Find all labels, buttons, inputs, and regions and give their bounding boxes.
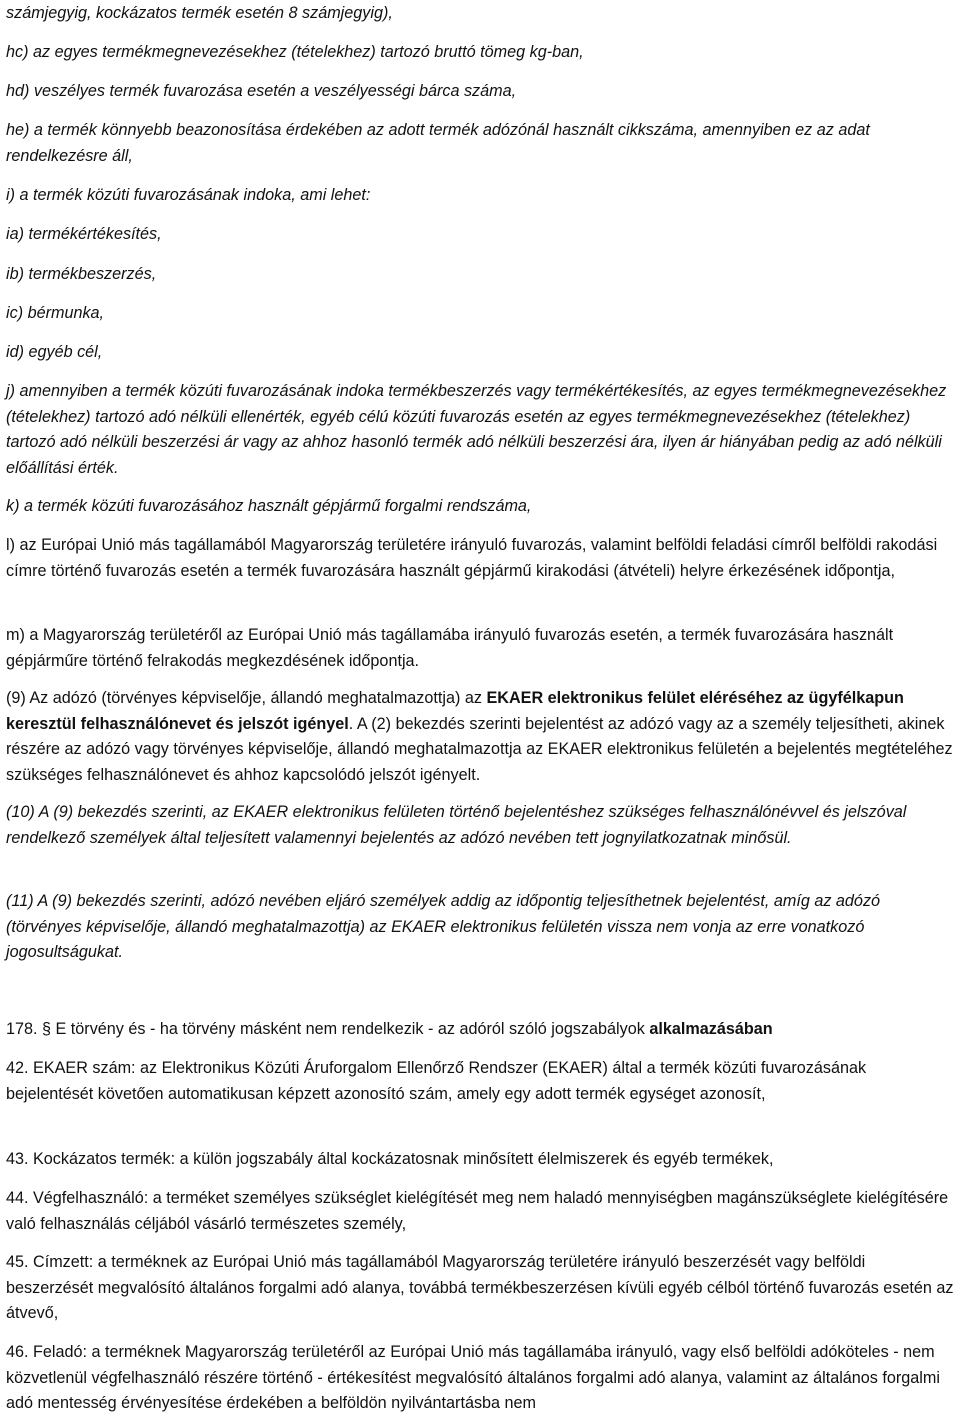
item-ic: ic) bérmunka,	[6, 304, 105, 322]
item-hd: hd) veszélyes termék fuvarozása esetén a veszélyességi bárca száma,	[6, 82, 517, 100]
item-i: i) a termék közúti fuvarozásának indoka, ami lehet:	[6, 186, 371, 204]
item-hc: hc) az egyes termékmegnevezésekhez (tételekhez) tartozó bruttó tömeg kg-ban,	[6, 43, 584, 61]
item-id: id) egyéb cél,	[6, 343, 103, 361]
section-178-bold: alkalmazásában	[649, 1020, 773, 1038]
definition-45: 45. Címzett: a terméknek az Európai Unió más tagállamából Magyarország területére irányuló beszerzését vagy belföldi beszerzését megvalósító általános forgalmi adó alanya, továbbá termékbeszerzésen kívüli egyéb célból történő fuvarozás esetén az átvevő,	[6, 1253, 954, 1323]
paragraph-9	[6, 686, 954, 788]
definition-46: 46. Feladó: a terméknek Magyarország területéről az Európai Unió más tagállamába irányuló, vagy első belföldi adóköteles - nem közvetlenül végfelhasználó részére történő - értékesítést megvalósító általános forgalmi adó alanya, valamint az általános forgalmi adó mentesség érvényesítése érdekében a belföldön nyilvántartásba nem	[6, 1343, 940, 1413]
paragraph-9-end: . A (2) bekezdés szerinti bejelentést az adózó vagy az a személy teljesítheti, akinek részére az adózó vagy törvényes képviselője, állandó meghatalmazottja az EKAER elektronikus felületén a bejelentés megtételéhez szükséges felhasználónevet és ahhoz kapcsolódó jelszót igényelt.	[6, 714, 953, 784]
item-m: m) a Magyarország területéről az Európai Unió más tagállamába irányuló fuvarozás esetén, a termék fuvarozására használt gépjárműre történő felrakodás megkezdésének időpontja.	[6, 626, 894, 670]
paragraph-9-bold: EKAER elektronikus felület eléréséhez az ügyfélkapun keresztül felhasználónevet és jelszót igényel	[6, 689, 904, 733]
item-ib: ib) termékbeszerzés,	[6, 265, 157, 283]
definition-43: 43. Kockázatos termék: a külön jogszabály által kockázatosnak minősített élelmiszerek és egyéb termékek,	[6, 1150, 774, 1168]
item-l: l) az Európai Unió más tagállamából Magyarország területére irányuló fuvarozás, valamint belföldi feladási címről belföldi rakodási címre történő fuvarozás esetén a termék fuvarozására használt gépjármű kirakodási (átvételi) helyre érkezésének időpontja,	[6, 536, 938, 580]
definition-42: 42. EKAER szám: az Elektronikus Közúti Áruforgalom Ellenőrző Rendszer (EKAER) által a termék közúti fuvarozásának bejelentését követően automatikusan képzett azonosító szám, amely egy adott termék egységet azonosít,	[6, 1059, 867, 1103]
item-k: k) a termék közúti fuvarozásához használt gépjármű forgalmi rendszáma,	[6, 497, 532, 515]
paragraph-9-start: (9) Az adózó (törvényes képviselője, állandó meghatalmazottja) az	[6, 689, 487, 707]
paragraph-10: (10) A (9) bekezdés szerinti, az EKAER elektronikus felületen történő bejelentéshez szükséges felhasználónévvel és jelszóval rendelkező személyek által teljesített valamennyi bejelentés az adózó nevében tett jognyilatkozatnak minősül.	[6, 803, 907, 847]
section-178-heading	[6, 1017, 954, 1043]
item-hb-continuation: számjegyig, kockázatos termék esetén 8 számjegyig),	[6, 4, 393, 22]
paragraph-11: (11) A (9) bekezdés szerinti, adózó nevében eljáró személyek addig az időpontig teljesíthetnek bejelentést, amíg az adózó (törvényes képviselője, állandó meghatalmazottja) az EKAER elektronikus felületén vissza nem vonja az erre vonatkozó jogosultságukat.	[6, 892, 881, 962]
item-j: j) amennyiben a termék közúti fuvarozásának indoka termékbeszerzés vagy termékértékesítés, az egyes termékmegnevezésekhez (tételekhez) tartozó adó nélküli ellenérték, egyéb célú közúti fuvarozás esetén az egyes termékmegnevezésekhez (tételekhez) tartozó adó nélküli beszerzési ár vagy az ahhoz hasonló termék adó nélküli beszerzési ára, ilyen ár hiányában pedig az adó nélküli előállítási érték.	[6, 382, 947, 477]
item-he: he) a termék könnyebb beazonosítása érdekében az adott termék adózónál használt cikkszáma, amennyiben ez az adat rendelkezésre áll,	[6, 121, 870, 165]
section-178-text: 178. § E törvény és - ha törvény másként nem rendelkezik - az adóról szóló jogszabályok	[6, 1020, 650, 1038]
definition-44: 44. Végfelhasználó: a terméket személyes szükséglet kielégítését meg nem haladó mennyiségben magánszükséglete kielégítésére való felhasználás céljából vásárló természetes személy,	[6, 1189, 949, 1233]
item-ia: ia) termékértékesítés,	[6, 225, 162, 243]
